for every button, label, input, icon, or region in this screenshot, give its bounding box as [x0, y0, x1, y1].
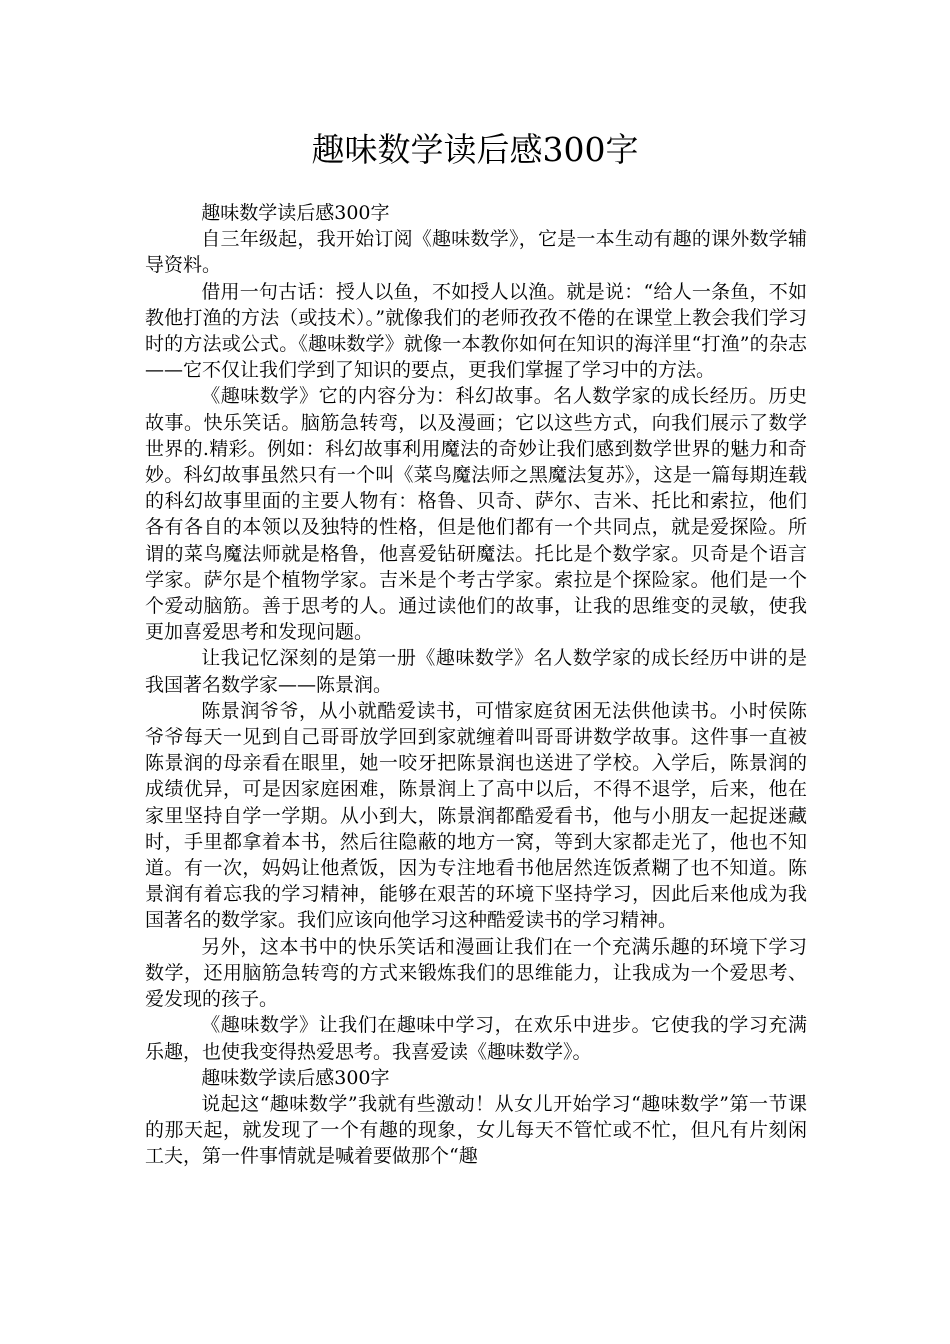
paragraph: 让我记忆深刻的是第一册《趣味数学》名人数学家的成长经历中讲的是我国著名数学家——陈景润。: [145, 647, 807, 696]
paragraph-subtitle: 趣味数学读后感300字: [201, 202, 390, 224]
document-title: 趣味数学读后感300字: [311, 130, 639, 169]
paragraph: 《趣味数学》让我们在趣味中学习，在欢乐中进步。它使我的学习充满乐趣，也使我变得热爱思考。我喜爱读《趣味数学》。: [145, 1014, 807, 1063]
paragraph: 另外，这本书中的快乐笑话和漫画让我们在一个充满乐趣的环境下学习数学，还用脑筋急转弯的方式来锻炼我们的思维能力，让我成为一个爱思考、爱发现的孩子。: [145, 935, 807, 1011]
paragraph: 说起这“趣味数学”我就有些激动！从女儿开始学习“趣味数学”第一节课的那天起，就发现了一个有趣的现象，女儿每天不管忙或不忙，但凡有片刻闲工夫，第一件事情就是喊着要做那个“趣: [145, 1092, 807, 1168]
document-body: [145, 200, 807, 1170]
paragraph: 《趣味数学》它的内容分为：科幻故事。名人数学家的成长经历。历史故事。快乐笑话。脑筋急转弯，以及漫画；它以这些方式，向我们展示了数学世界的.精彩。例如：科幻故事利用魔法的奇妙让我们感到数学世界的魅力和奇妙。科幻故事虽然只有一个叫《菜鸟魔法师之黑魔法复苏》，这是一篇每期连载的科幻故事里面的主要人物有：格鲁、贝奇、萨尔、吉米、托比和索拉，他们各有各自的本领以及独特的性格，但是他们都有一个共同点，就是爱探险。所谓的菜鸟魔法师就是格鲁，他喜爱钻研魔法。托比是个数学家。贝奇是个语言学家。萨尔是个植物学家。吉米是个考古学家。索拉是个探险家。他们是一个个爱动脑筋。善于思考的人。通过读他们的故事，让我的思维变的灵敏，使我更加喜爱思考和发现问题。: [145, 385, 807, 644]
paragraph-subtitle: 趣味数学读后感300字: [201, 1066, 390, 1089]
paragraph: 自三年级起，我开始订阅《趣味数学》，它是一本生动有趣的课外数学辅导资料。: [145, 228, 807, 277]
paragraph: 陈景润爷爷，从小就酷爱读书，可惜家庭贫困无法供他读书。小时侯陈爷爷每天一见到自己哥哥放学回到家就缠着叫哥哥讲数学故事。这件事一直被陈景润的母亲看在眼里，她一咬牙把陈景润也送进了学校。入学后，陈景润的成绩优异，可是因家庭困难，陈景润上了高中以后，不得不退学，后来，他在家里坚持自学一学期。从小到大，陈景润都酷爱看书，他与小朋友一起捉迷藏时，手里都拿着本书，然后往隐蔽的地方一窝，等到大家都走光了，他也不知道。有一次，妈妈让他煮饭，因为专注地看书他居然连饭煮糊了也不知道。陈景润有着忘我的学习精神，能够在艰苦的环境下坚持学习，因此后来他成为我国著名的数学家。我们应该向他学习这种酷爱读书的学习精神。: [145, 699, 807, 932]
paragraph: 借用一句古话：授人以鱼，不如授人以渔。就是说：“给人一条鱼，不如教他打渔的方法（或技术）。”就像我们的老师孜孜不倦的在课堂上教会我们学习时的方法或公式。《趣味数学》就像一本教你如何在知识的海洋里“打渔”的杂志——它不仅让我们学到了知识的要点，更我们掌握了学习中的方法。: [145, 280, 807, 382]
